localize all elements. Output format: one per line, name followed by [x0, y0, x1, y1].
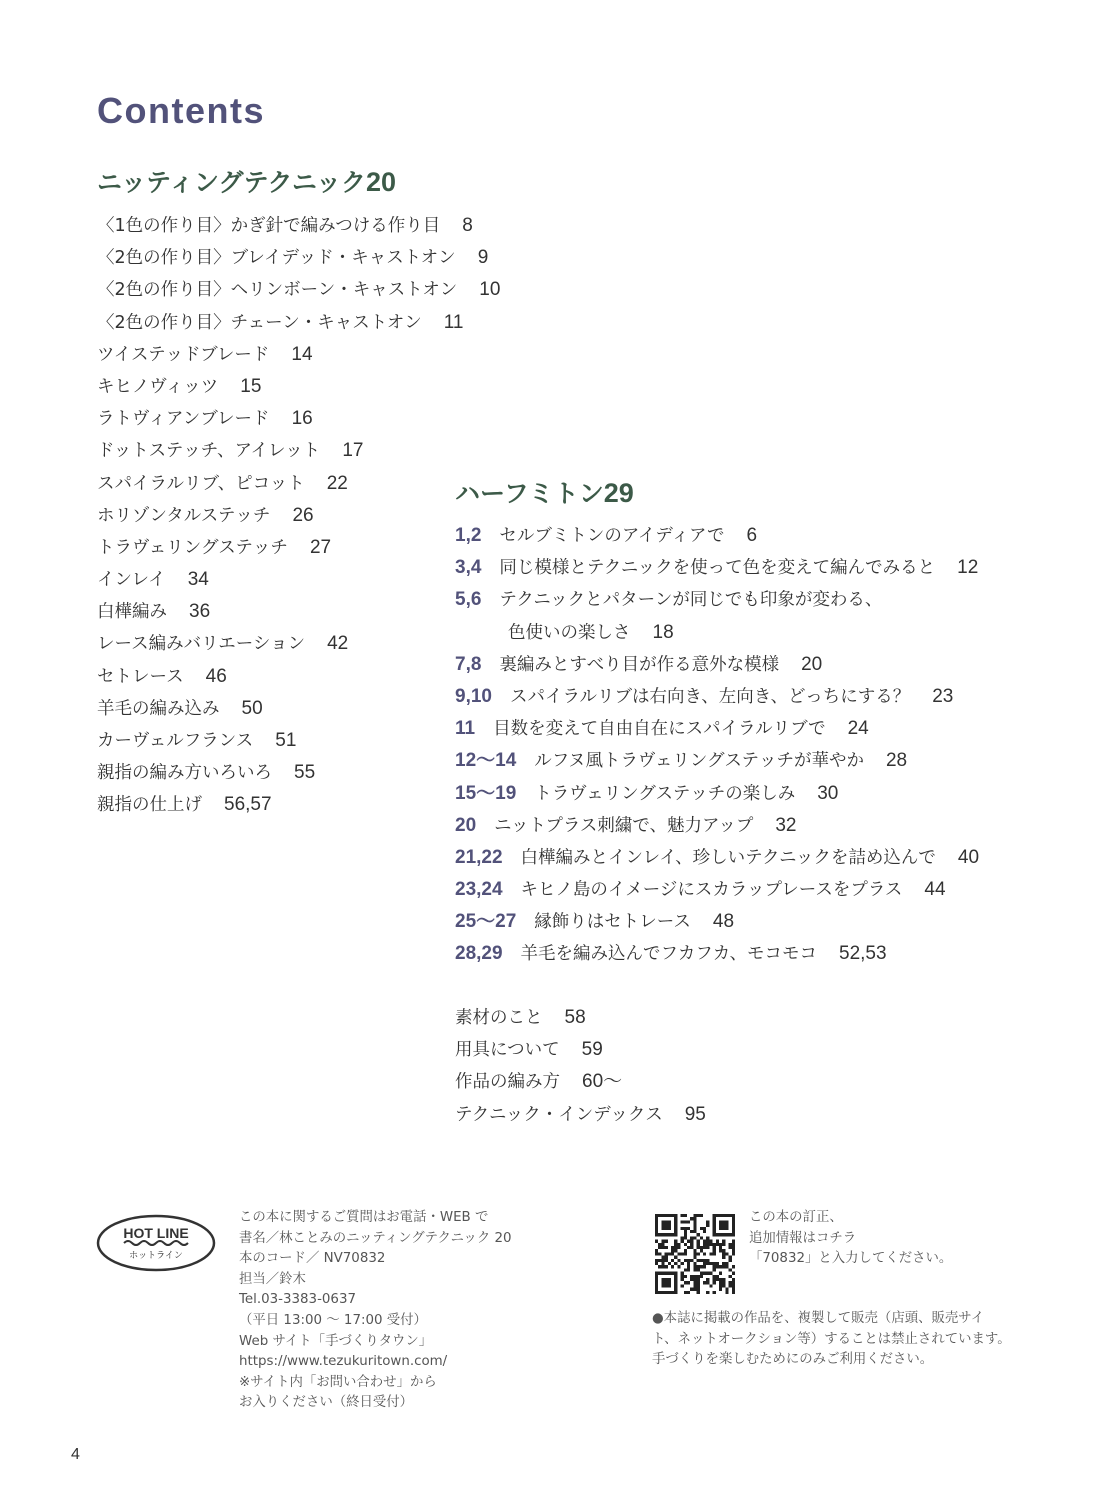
info-line: ●本誌に掲載の作品を、複製して販売（店頭、販売サイ [652, 1311, 985, 1326]
toc-item-page: 11 [443, 311, 464, 333]
works-list [455, 520, 979, 971]
toc-item-label: セトレース [97, 666, 184, 687]
toc-item-label: 縁飾りはセトレース [534, 912, 691, 933]
toc-item [97, 242, 500, 274]
toc-item-number: 11 [455, 718, 476, 740]
toc-item-label: トラヴェリングステッチ [97, 537, 288, 558]
info-line: （平日 13:00 〜 17:00 受付） [239, 1312, 427, 1328]
technique-list [97, 210, 500, 822]
toc-item-label: 白樺編みとインレイ、珍しいテクニックを詰め込んで [520, 847, 936, 868]
toc-item [455, 1002, 706, 1034]
toc-item-label: 用具について [455, 1040, 560, 1061]
toc-item [455, 1066, 706, 1098]
toc-item-page: 27 [309, 536, 332, 558]
toc-item-label: 同じ模様とテクニックを使って色を変えて編んでみると [499, 558, 936, 579]
toc-item-number: 23,24 [455, 879, 503, 901]
qr-code-icon [655, 1214, 735, 1294]
toc-item [97, 500, 500, 532]
toc-item-label: スパイラルリブ、ピコット [97, 473, 305, 494]
toc-item-label: 裏編みとすべり目が作る意外な模様 [499, 654, 780, 675]
toc-item-page: 48 [712, 911, 735, 933]
toc-item-label: セルブミトンのアイディアで [499, 526, 725, 546]
toc-item [455, 745, 979, 777]
toc-item [97, 210, 500, 242]
toc-item [455, 938, 979, 970]
toc-item-page: 9 [477, 247, 489, 269]
toc-item [455, 713, 979, 745]
toc-item-label: 羊毛の編み込み [97, 698, 220, 719]
toc-item [455, 552, 979, 584]
toc-item [97, 596, 500, 628]
toc-item-number: 25〜27 [455, 911, 517, 933]
toc-item-page: 26 [292, 504, 314, 526]
toc-item-label: ホリゾンタルステッチ [97, 505, 271, 526]
toc-item-label: 〈2色の作り目〉ヘリンボーン・キャストオン [97, 280, 458, 301]
toc-item-label: ドットステッチ、アイレット [97, 441, 321, 462]
section-heading-techniques [97, 163, 396, 199]
toc-item [97, 371, 500, 403]
toc-item [97, 468, 500, 500]
toc-item-label: 〈2色の作り目〉チェーン・キャストオン [97, 312, 422, 333]
toc-item-page: 51 [275, 730, 297, 751]
section-heading-text: ハーフミトン [455, 479, 604, 508]
toc-item [97, 532, 500, 564]
copyright-notice [652, 1309, 1011, 1371]
toc-item-number: 1,2 [455, 525, 482, 546]
section-heading-number: 20 [366, 167, 397, 197]
toc-item [97, 435, 500, 467]
toc-item [455, 520, 979, 552]
toc-item-label: ニットプラス刺繍で、魅力アップ [494, 815, 754, 836]
toc-item-label: キヒノ島のイメージにスカラップレースをプラス [520, 880, 903, 901]
toc-item [97, 789, 500, 821]
toc-item-page: 32 [775, 814, 797, 836]
toc-item-page: 20 [801, 653, 823, 675]
toc-item-page: 8 [462, 215, 473, 236]
info-line: ト、ネットオークション等）することは禁止されています。 [652, 1331, 1011, 1347]
toc-item-number: 7,8 [455, 653, 482, 675]
toc-item-number: 28,29 [455, 943, 503, 965]
toc-item-page: 23 [932, 685, 954, 707]
toc-item-label: テクニックとパターンが同じでも印象が変わる、 [499, 590, 883, 611]
toc-item-label: 作品の編み方 [455, 1072, 560, 1093]
appendix-list [455, 1002, 706, 1131]
toc-item-page: 10 [479, 279, 501, 301]
toc-item [97, 757, 500, 789]
toc-item-page: 56,57 [224, 794, 272, 816]
toc-item-label: 素材のこと [455, 1008, 543, 1028]
toc-item-page: 22 [326, 472, 348, 494]
toc-item [97, 307, 500, 339]
toc-item [455, 810, 979, 842]
toc-item-number: 15〜19 [455, 782, 517, 804]
toc-item-number: 12〜14 [455, 750, 517, 772]
section-heading-text: ニッティングテクニック [97, 168, 367, 197]
toc-item-label: トラヴェリングステッチの楽しみ [534, 783, 796, 804]
toc-item-page: 40 [957, 846, 980, 868]
toc-item-page: 30 [817, 782, 839, 804]
toc-item [455, 681, 979, 713]
toc-item-page: 59 [581, 1039, 603, 1061]
hotline-logo-text: HOT LINE [123, 1225, 189, 1241]
toc-item [97, 693, 500, 725]
toc-item-page: 12 [957, 557, 979, 579]
info-line: ※サイト内「お問い合わせ」から [239, 1374, 437, 1390]
toc-item [455, 1099, 706, 1131]
toc-item-label: スパイラルリブは右向き、左向き、どっちにする？ [509, 686, 911, 707]
toc-item-page: 6 [746, 525, 758, 546]
toc-item [97, 628, 500, 660]
info-line: Tel.03-3383-0637 [239, 1292, 356, 1308]
toc-item-page: 44 [924, 879, 946, 901]
page-number: 4 [71, 1446, 80, 1463]
toc-item-number: 3,4 [455, 557, 482, 579]
toc-item-page: 34 [187, 569, 209, 591]
toc-item [455, 906, 979, 938]
toc-item-page: 16 [291, 408, 313, 430]
info-line: 書名／林ことみのニッティングテクニック 20 [239, 1230, 512, 1246]
toc-item-label: 親指の編み方いろいろ [97, 763, 272, 784]
toc-item-page: 52,53 [839, 943, 887, 965]
toc-item-label: 羊毛を編み込んでフカフカ、モコモコ [520, 944, 817, 965]
section-heading-number: 29 [603, 478, 634, 508]
toc-item-label: カーヴェルフランス [97, 731, 254, 751]
toc-item-page: 95 [684, 1103, 706, 1125]
toc-item-label: テクニック・インデックス [455, 1104, 663, 1125]
toc-item [455, 842, 979, 874]
toc-item-label: ツイステッドブレード [97, 344, 270, 365]
toc-item [455, 778, 979, 810]
toc-item [455, 617, 979, 649]
toc-item-label: 白樺編み [97, 602, 167, 623]
info-line: この本の訂正、 [749, 1210, 843, 1225]
toc-item-number: 9,10 [455, 685, 492, 707]
toc-item-page: 58 [564, 1007, 586, 1028]
info-line: 「70832」と入力してください。 [749, 1251, 953, 1267]
toc-item [97, 274, 500, 306]
hotline-logo-subtext: ホットライン [129, 1251, 183, 1261]
toc-item-label: 親指の仕上げ [97, 795, 202, 816]
toc-item [455, 649, 979, 681]
toc-item-number: 5,6 [455, 589, 482, 611]
toc-item [97, 403, 500, 435]
info-line: お入りください（終日受付） [239, 1395, 414, 1411]
info-line: https://www.tezukuritown.com/ [239, 1354, 448, 1370]
toc-item [455, 584, 979, 616]
toc-item-page: 36 [189, 601, 211, 623]
toc-item-number: 20 [455, 814, 477, 836]
qr-note [749, 1208, 952, 1270]
toc-item-page: 15 [240, 375, 262, 397]
toc-item-page: 55 [294, 762, 316, 784]
section-heading-half-mittens [455, 474, 634, 510]
toc-item [97, 564, 500, 596]
toc-item-label: ラトヴィアンブレード [97, 409, 270, 430]
info-line: この本に関するご質問はお電話・WEB で [239, 1210, 489, 1225]
toc-item [97, 725, 500, 757]
info-line: 追加情報はコチラ [749, 1230, 857, 1246]
toc-item-page: 42 [327, 633, 349, 655]
toc-item-page: 46 [205, 665, 227, 687]
toc-item-label: ルフヌ風トラヴェリングステッチが華やか [534, 751, 864, 772]
hotline-info [239, 1208, 512, 1414]
toc-item-page: 14 [291, 343, 313, 365]
toc-item [97, 661, 500, 693]
toc-item-page: 24 [847, 718, 869, 740]
toc-item-page: 60〜 [582, 1071, 623, 1093]
toc-item [455, 1034, 706, 1066]
toc-item-page: 17 [342, 440, 364, 462]
toc-item-label: キヒノヴィッツ [97, 376, 219, 397]
toc-item-label: レース編みバリエーション [97, 634, 306, 655]
toc-item-label: 目数を変えて自由自在にスパイラルリブで [493, 719, 826, 740]
toc-item-page: 18 [652, 621, 674, 643]
toc-item-label: 色使いの楽しさ [508, 622, 631, 643]
toc-item-label: 〈1色の作り目〉かぎ針で編みつける作り目 [97, 216, 441, 236]
info-line: Web サイト「手づくりタウン」 [239, 1333, 433, 1349]
info-line: 担当／鈴木 [239, 1271, 306, 1287]
toc-item [455, 874, 979, 906]
toc-item-number: 21,22 [455, 846, 503, 868]
toc-item-page: 28 [885, 750, 908, 772]
toc-item-page: 50 [241, 697, 263, 719]
toc-item-label: 〈2色の作り目〉ブレイデッド・キャストオン [97, 248, 456, 269]
info-line: 本のコード／ NV70832 [239, 1251, 386, 1267]
toc-item [97, 339, 500, 371]
hotline-logo [96, 1214, 216, 1272]
page-title: Contents [97, 90, 265, 131]
info-line: 手づくりを楽しむためにのみご利用ください。 [652, 1352, 934, 1368]
toc-item-label: インレイ [97, 570, 166, 591]
